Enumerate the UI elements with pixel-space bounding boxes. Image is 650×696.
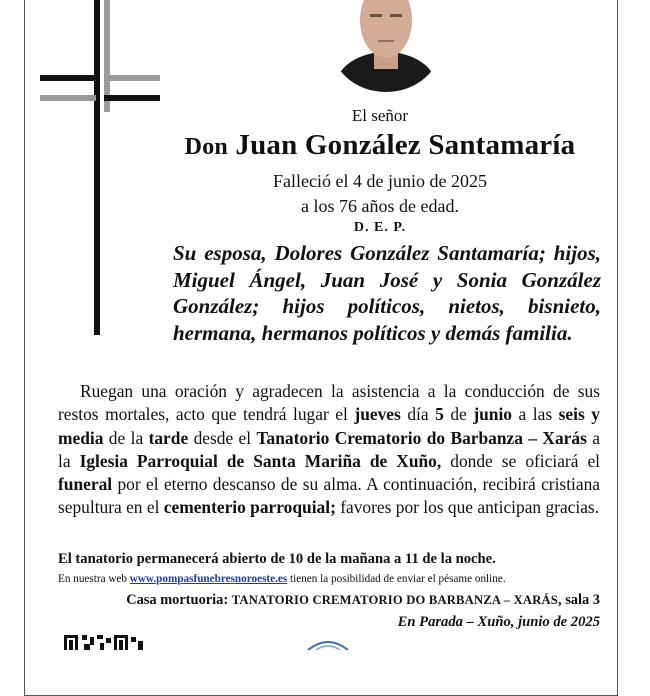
company-logo (306, 640, 350, 650)
honorific-title: El señor (351, 106, 409, 125)
mortuary-location: Casa mortuoria: TANATORIO CREMATORIO DO BARBANZA – XARÁS, sala 3 (126, 592, 600, 608)
church: Iglesia Parroquial de Santa Mariña de Xuño, (79, 450, 442, 471)
place-and-date: En Parada – Xuño, junio de 2025 (397, 614, 600, 630)
name-text: Juan González Santamaría (235, 129, 576, 161)
time: seis y media (58, 404, 600, 448)
day-of-week: jueves (354, 404, 401, 425)
day-number: 5 (435, 404, 444, 425)
name-prefix: Don (184, 134, 228, 160)
rip-abbreviation: D. E. P. (353, 220, 407, 235)
cross-icon (40, 0, 162, 335)
month: junio (473, 404, 512, 425)
age-at-death: a los 76 años de edad. (301, 196, 459, 216)
death-date: Falleció el 4 de junio de 2025 (273, 171, 487, 191)
funeral-home: Tanatorio Crematorio do Barbanza – Xarás (256, 427, 587, 448)
qr-code-icon (64, 635, 144, 650)
service-type: funeral (58, 474, 113, 495)
opening-hours: El tanatorio permanecerá abierto de 10 de la mañana a 11 de la noche. (58, 551, 496, 567)
cemetery: cementerio parroquial; (163, 497, 336, 518)
deceased-name (150, 129, 610, 162)
website-link[interactable]: www.pompasfunebresnoroeste.es (129, 573, 288, 585)
family-mourners: Su esposa, Dolores González Santamaría; hijos, Miguel Ángel, Juan José y Sonia González González; hijos políticos, nietos, bisnieto, hermana, hermanos políticos y demás familia. (173, 241, 601, 345)
funeral-details: Ruegan una oración y agradecen la asistencia a la conducción de sus restos mortales, acto que tendrá lugar el jueves día 5 de junio a las seis y media de la tarde desde el Tanatorio Crematorio do Barbanza – Xarás a la Iglesia Parroquial de Santa Mariña de Xuño, donde se oficiará el funeral por el eterno descanso de su alma. A continuación, recibirá cristiana sepultura en el cementerio parroquial; favores por los que anticipan gracias. (58, 381, 601, 518)
web-notice: En nuestra web www.pompasfunebresnoroeste.es tienen la posibilidad de enviar el pésame online. (58, 573, 506, 585)
time-of-day: tarde (148, 427, 189, 448)
